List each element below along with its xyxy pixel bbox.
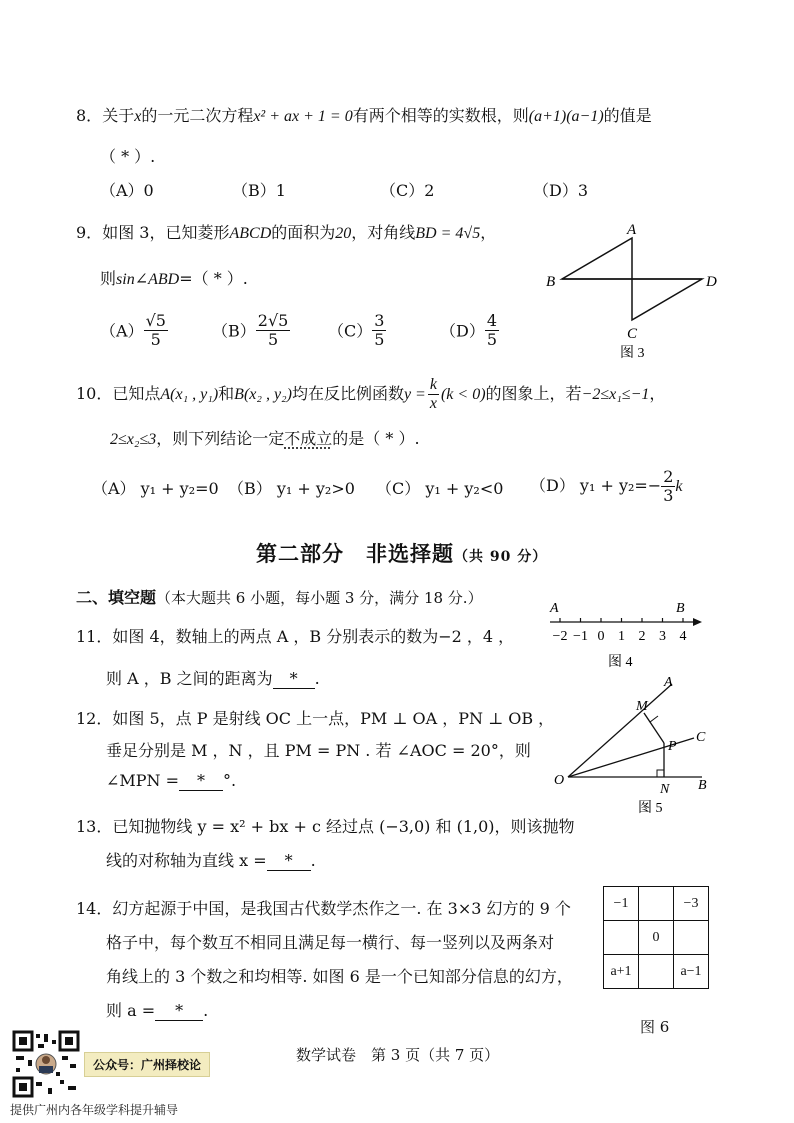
fraction-numerator: 2√5 [257, 311, 289, 330]
q10-text: ， [649, 384, 666, 403]
magic-square-row [604, 921, 709, 955]
option-label: （A） [100, 321, 144, 341]
point-label-b: B [676, 601, 685, 616]
q10-option-a: （A） y₁ + y₂=0 [92, 479, 219, 498]
q14-text: 则 a = [106, 1001, 156, 1020]
q10-function-y: y = [403, 386, 426, 403]
qr-code-icon [12, 1030, 80, 1098]
q11-line1 [76, 624, 514, 647]
q10-text: 和 [218, 384, 235, 403]
fraction-denominator: 5 [374, 329, 385, 349]
magic-square-cell [639, 955, 674, 989]
q9-option-a [100, 312, 168, 348]
tick-label: 3 [659, 629, 666, 644]
magic-square-cell: a+1 [604, 955, 639, 989]
q9-diagonal: BD = 4√5 [415, 225, 481, 242]
q14-line3: 角线上的 3 个数之和均相等. 如图 6 是一个已知部分信息的幻方， [106, 967, 573, 986]
fraction-denominator: 5 [486, 329, 498, 349]
figure-5-angle [552, 672, 722, 822]
magic-square-cell: −3 [674, 887, 709, 921]
q9-line1 [76, 220, 496, 243]
option-text: k [675, 478, 683, 495]
vertex-label-c: C [627, 326, 638, 342]
q13-number: 13． [76, 817, 113, 836]
q10-point-b: B(x₂ , y₂) [234, 386, 292, 403]
tick-label: 2 [638, 629, 646, 644]
q11-text: 如图 4，数轴上的两点 A ，B 分别表示的数为−2 ，4 ， [112, 627, 515, 646]
q13-answer-blank[interactable]: * [267, 851, 311, 871]
q8-var-x: x [134, 108, 142, 125]
q14-line1 [76, 896, 571, 919]
q12-line1 [76, 706, 554, 729]
q8-expression: (a+1)(a−1) [528, 108, 604, 125]
q8-number: 8． [76, 106, 103, 125]
fraction-denominator: 3 [663, 486, 674, 505]
q14-line2: 格子中，每个数互不相同且满足每一横行、每一竖列以及两条对 [106, 933, 555, 952]
fraction-denominator: 5 [267, 329, 279, 349]
section-2-desc: （本大题共 6 小题，每小题 3 分，满分 18 分.） [156, 589, 483, 607]
wechat-badge: 公众号：广州择校论 [84, 1052, 210, 1077]
label-p: P [668, 739, 677, 754]
figure-3-caption: 图 3 [620, 346, 645, 360]
magic-square-cell: 0 [639, 921, 674, 955]
vertex-label-d: D [706, 274, 717, 290]
q9-text: 如图 3，已知菱形 [102, 223, 230, 242]
q10-point-a: A(x₁ , y₁) [160, 386, 219, 403]
q10-text: 的图象上，若 [485, 384, 582, 403]
q8-text: 的一元二次方程 [141, 106, 254, 125]
option-label: （B） [212, 321, 256, 341]
label-m: M [636, 699, 648, 714]
q9-text: ， [480, 223, 497, 242]
figure-6-caption: 图 6 [640, 1018, 670, 1036]
q8-text: 关于 [102, 106, 135, 125]
q12-line2: 垂足分别是 M ，N ，且 PM = PN . 若 ∠AOC = 20°，则 [106, 741, 531, 760]
tick-label: −1 [573, 629, 588, 644]
vertex-label-b: B [546, 274, 556, 290]
right-angle-n [657, 770, 664, 777]
q9-rhombus: ABCD [229, 225, 272, 242]
magic-square-cell [604, 921, 639, 955]
q10-condition-k: (k < 0) [440, 386, 486, 403]
q13-text: 已知抛物线 y = x² + bx + c 经过点 (−3,0) 和 (1,0)，则该抛物 [112, 817, 575, 836]
q12-number: 12． [76, 709, 113, 728]
q10-text: 的是（ * ）. [332, 429, 420, 448]
section-2-header [76, 585, 483, 608]
q10-line2 [110, 426, 420, 449]
fraction-denominator: x [429, 395, 437, 412]
option-label: （C） [328, 321, 373, 341]
q10-text: 已知点 [112, 384, 161, 403]
q9-area: 20 [335, 225, 352, 242]
q12-line3 [106, 771, 236, 791]
label-c: C [696, 730, 706, 745]
magic-square-row [604, 955, 709, 989]
point-label-a: A [550, 601, 559, 616]
q12-text: ∠MPN = [106, 771, 180, 790]
q14-text: 幻方起源于中国，是我国古代数学杰作之一. 在 3×3 幻方的 9 个 [112, 899, 571, 918]
tick-label: 1 [618, 629, 625, 644]
q9-sin: sin∠ABD [116, 271, 180, 288]
q10-emphasis: 不成立 [284, 429, 333, 448]
q11-text: 则 A ，B 之间的距离为 [106, 669, 273, 688]
q13-line2 [106, 848, 316, 871]
q10-option-c: （C） y₁ + y₂<0 [376, 479, 504, 498]
q8-text: 的值是 [603, 106, 652, 125]
q9-option-b [212, 312, 290, 348]
fraction-numerator: 3 [374, 311, 385, 330]
q9-text: ，对角线 [351, 223, 416, 242]
vertex-label-a: A [627, 222, 637, 238]
q8-option-a: （A）0 [100, 181, 154, 200]
magic-square-row [604, 887, 709, 921]
magic-square-cell [639, 887, 674, 921]
fraction-numerator: √5 [145, 311, 166, 330]
tick-label: 0 [597, 629, 605, 644]
magic-square-cell: −1 [604, 887, 639, 921]
q8-option-b: （B）1 [232, 181, 286, 200]
bottom-note: 提供广州内各年级学科提升辅导 [10, 1103, 179, 1117]
q8-text: 有两个相等的实数根，则 [352, 106, 529, 125]
fraction-numerator: k [429, 376, 437, 394]
q9-line2 [100, 266, 248, 289]
tick-label: 4 [679, 629, 687, 644]
q8-answer-slot: （ * ）. [100, 147, 156, 166]
figure-4-number-line [540, 598, 710, 672]
q8-option-c: （C）2 [380, 181, 435, 200]
label-a: A [664, 675, 673, 690]
q11-answer-blank[interactable]: * [273, 669, 315, 689]
tick-label: −2 [552, 629, 568, 644]
option-text: （D） y₁ + y₂=− [530, 476, 662, 495]
label-o: O [554, 773, 565, 788]
section-2-title: 二、填空题 [76, 588, 157, 607]
q10-condition-x2: 2≤x₂≤3 [110, 431, 157, 448]
q8-option-d: （D）3 [533, 181, 589, 200]
q10-number: 10． [76, 384, 113, 403]
fraction-numerator: 2 [663, 467, 674, 487]
figure-5-caption: 图 5 [638, 801, 663, 816]
q12-answer-blank[interactable]: * [179, 771, 223, 791]
q13-text: 线的对称轴为直线 x = [106, 851, 267, 870]
q8-line1 [76, 103, 652, 126]
q9-text: =（ * ）. [179, 269, 248, 288]
part-2-title: 第二部分 非选择题 [256, 541, 454, 566]
q14-line4 [106, 998, 208, 1021]
q10-line1 [76, 374, 665, 415]
label-b: B [698, 778, 707, 793]
q9-option-d [440, 312, 499, 348]
q9-option-c [328, 312, 386, 348]
q9-text: 的面积为 [271, 223, 336, 242]
figure-3-rhombus [540, 220, 730, 360]
q13-text: . [310, 851, 316, 870]
page-footer: 数学试卷 第 3 页（共 7 页） [296, 1046, 500, 1064]
q12-text: °. [223, 771, 237, 790]
magic-square-cell: a−1 [674, 955, 709, 989]
q10-text: ，则下列结论一定 [156, 429, 285, 448]
q11-text: . [314, 669, 320, 688]
q9-number: 9． [76, 223, 103, 242]
q8-equation: x² + ax + 1 = 0 [253, 108, 353, 125]
fraction-numerator: 4 [486, 311, 498, 330]
magic-square-cell [674, 921, 709, 955]
right-angle-m [644, 713, 658, 722]
q11-line2 [106, 666, 320, 689]
part-2-heading [256, 538, 547, 568]
label-n: N [660, 782, 670, 797]
q14-text: . [203, 1001, 209, 1020]
q13-line1 [76, 814, 575, 837]
q10-option-d [530, 466, 683, 507]
fraction-denominator: 5 [150, 329, 161, 349]
option-label: （D） [440, 321, 485, 341]
figure-4-caption: 图 4 [608, 655, 633, 670]
q9-text: 则 [100, 269, 117, 288]
q14-number: 14． [76, 899, 113, 918]
q11-number: 11． [76, 627, 113, 646]
axis-arrow [693, 618, 702, 626]
q10-option-b: （B） y₁ + y₂>0 [228, 479, 355, 498]
part-2-score-note: （共 90 分） [454, 549, 548, 565]
q10-text: 均在反比例函数 [291, 384, 404, 403]
q10-condition-x1: −2≤x₁≤−1 [581, 386, 650, 403]
figure-6-magic-square [603, 886, 709, 989]
q12-text: 如图 5，点 P 是射线 OC 上一点，PM ⊥ OA ，PN ⊥ OB ， [112, 709, 555, 728]
q14-answer-blank[interactable]: * [155, 1001, 203, 1021]
